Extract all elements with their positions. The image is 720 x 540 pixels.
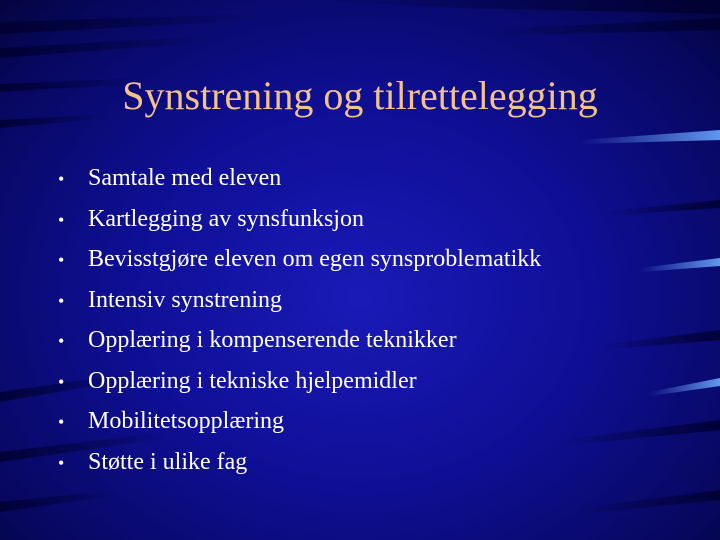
bullet-icon: •: [58, 209, 65, 230]
bullet-icon: •: [58, 169, 65, 189]
list-item: [58, 280, 541, 321]
slide-title: Synstrening og tilrettelegging: [122, 73, 598, 118]
list-item: [58, 361, 541, 402]
list-item-text: Bevisstgjøre eleven om egen synsproblematikk: [88, 246, 542, 272]
list-item: [58, 320, 541, 361]
list-item-text: Opplæring i tekniske hjelpemidler: [88, 367, 417, 394]
list-item-text: Kartlegging av synsfunksjon: [88, 205, 364, 232]
list-item-text: Støtte i ulike fag: [88, 448, 248, 475]
bullet-icon: •: [58, 331, 65, 351]
bullet-icon: •: [58, 371, 65, 392]
list-item: [58, 199, 541, 240]
list-item: [58, 442, 541, 483]
list-item-text: Samtale med eleven: [88, 165, 282, 191]
bullet-icon: •: [58, 250, 65, 270]
list-item: [58, 401, 541, 442]
list-item-text: Opplæring i kompenserende teknikker: [88, 327, 457, 353]
bullet-list: [58, 158, 541, 482]
list-item: [58, 158, 541, 199]
bullet-icon: •: [58, 290, 65, 311]
list-item: [58, 239, 541, 280]
list-item-text: Mobilitetsopplæring: [88, 408, 285, 434]
list-item-text: Intensiv synstrening: [88, 286, 282, 313]
bullet-icon: •: [58, 452, 65, 473]
bullet-icon: •: [58, 412, 65, 432]
